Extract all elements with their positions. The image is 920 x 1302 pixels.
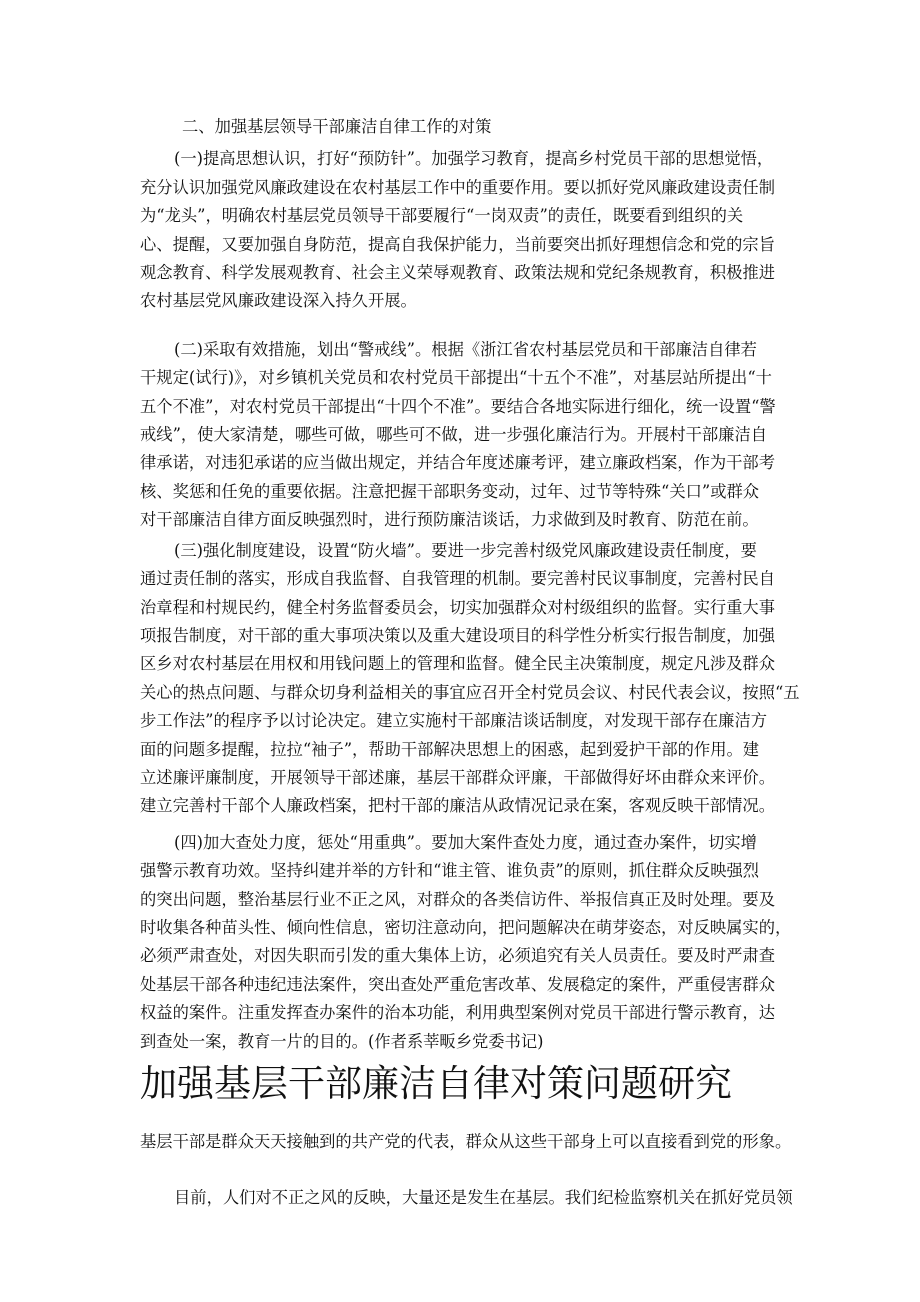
text-line: 步工作法”的程序予以讨论决定。建立实施村干部廉洁谈话制度，对发现干部存在廉洁方: [140, 711, 768, 731]
text-line: 观念教育、科学发展观教育、社会主义荣辱观教育、政策法规和党纪条规教育，积极推进: [140, 263, 775, 283]
text-line: 时收集各种苗头性、倾向性信息，密切注意动向，把问题解决在萌芽姿态，对反映属实的，: [140, 917, 792, 937]
text-line: (一)提高思想认识，打好“预防针”。加强学习教育，提高乡村党员干部的思想觉悟，: [174, 149, 774, 169]
paragraph-3: [140, 537, 800, 821]
text-line: 建立完善村干部个人廉政档案，把村干部的廉洁从政情况记录在案，客观反映干部情况。: [140, 796, 775, 816]
text-line: 立述廉评廉制度，开展领导干部述廉，基层干部群众评廉，干部做得好坏由群众来评价。: [140, 767, 775, 787]
paragraph-1: [140, 145, 800, 315]
paragraph-2: [140, 336, 800, 535]
text-line: 核、奖惩和任免的重要依据。注意把握干部职务变动，过年、过节等特殊“关口”或群众: [140, 481, 760, 501]
text-line: 项报告制度，对干部的重大事项决策以及重大建设项目的科学性分析实行报告制度，加强: [140, 625, 775, 645]
text-line: 农村基层党风廉政建设深入持久开展。: [140, 291, 417, 311]
text-line: 权益的案件。注重发挥查办案件的治本功能，利用典型案例对党员干部进行警示教育，达: [140, 1003, 775, 1023]
text-line: 必须严肃查处，对因失职而引发的重大集体上访，必须追究有关人员责任。要及时严肃查: [140, 946, 775, 966]
document-page: [140, 113, 800, 1213]
text-line: 为“龙头”，明确农村基层党员领导干部要履行“一岗双责”的责任，既要看到组织的关: [140, 206, 744, 226]
text-line: 干规定(试行)》，对乡镇机关党员和农村党员干部提出“十五个不准”，对基层站所提出“十: [140, 368, 772, 388]
text-line: 通过责任制的落实，形成自我监督、自我管理的机制。要完善村民议事制度，完善村民自: [140, 569, 775, 589]
text-line: 的突出问题，整治基层行业不正之风，对群众的各类信访件、举报信真正及时处理。要及: [140, 889, 775, 909]
section-heading: 二、加强基层领导干部廉洁自律工作的对策: [182, 117, 492, 136]
text-line: 律承诺，对违犯承诺的应当做出规定，并结合年度述廉考评，建立廉政档案，作为干部考: [140, 453, 775, 473]
intro-paragraph: 基层干部是群众天天接触到的共产党的代表，群众从这些干部身上可以直接看到党的形象。: [140, 1132, 792, 1151]
text-line: 五个不准”，对农村党员干部提出“十四个不准”。要结合各地实际进行细化，统一设置“警: [140, 396, 776, 416]
text-line: 面的问题多提醒，拉拉“袖子”，帮助干部解决思想上的困惑，起到爱护干部的作用。建: [140, 739, 760, 759]
text-line: (二)采取有效措施，划出“警戒线”。根据《浙江省农村基层党员和干部廉洁自律若: [174, 339, 757, 359]
text-line: 戒线”，使大家清楚，哪些可做，哪些可不做，进一步强化廉洁行为。开展村干部廉洁自: [140, 425, 768, 445]
text-line: (三)强化制度建设，设置“防火墙”。要进一步完善村级党风廉政建设责任制度，要: [174, 540, 757, 560]
text-line: 充分认识加强党风廉政建设在农村基层工作中的重要作用。要以抓好党风廉政建设责任制: [140, 177, 775, 197]
paragraph-4: [140, 829, 800, 1056]
text-line: 区乡对农村基层在用权和用钱问题上的管理和监督。健全民主决策制度，规定凡涉及群众: [140, 654, 775, 674]
text-line: 关心的热点问题、与群众切身利益相关的事宜应召开全村党员会议、村民代表会议，按照“五: [140, 682, 800, 702]
text-line: 处基层干部各种违纪违法案件，突出查处严重危害改革、发展稳定的案件，严重侵害群众: [140, 974, 775, 994]
next-paragraph: 目前，人们对不正之风的反映，大量还是发生在基层。我们纪检监察机关在抓好党员领: [174, 1188, 793, 1208]
text-line: 治章程和村规民约，健全村务监督委员会，切实加强群众对村级组织的监督。实行重大事: [140, 597, 775, 617]
text-line: (四)加大查处力度，惩处“用重典”。要加大案件查处力度，通过查办案件，切实增: [174, 832, 757, 852]
text-line: 强警示教育功效。坚持纠建并举的方针和“谁主管、谁负责”的原则，抓住群众反映强烈: [140, 861, 760, 881]
text-line: 心、提醒，又要加强自身防范，提高自我保护能力，当前要突出抓好理想信念和党的宗旨: [140, 234, 775, 254]
text-line: 对干部廉洁自律方面反映强烈时，进行预防廉洁谈话，力求做到及时教育、防范在前。: [140, 510, 759, 530]
text-line: 到查处一案，教育一片的目的。(作者系莘畈乡党委书记): [140, 1031, 544, 1051]
article-title: 加强基层干部廉洁自律对策问题研究: [140, 1062, 732, 1105]
